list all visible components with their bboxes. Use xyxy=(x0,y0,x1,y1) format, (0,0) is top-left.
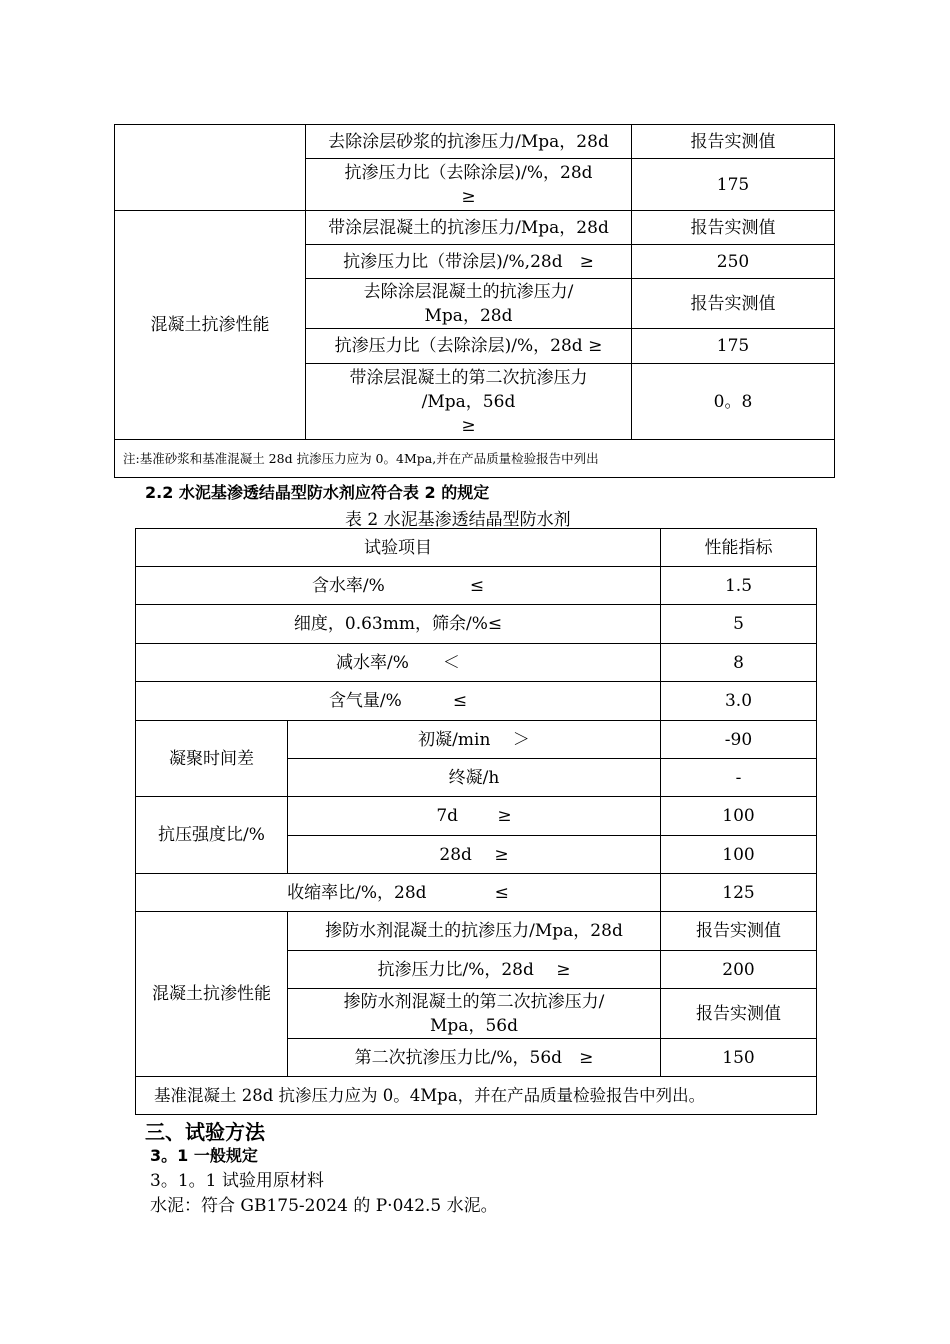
table2-value: 200 xyxy=(661,951,817,989)
table2-item: 收缩率比/%，28d ≤ xyxy=(136,874,661,912)
table-2 xyxy=(135,528,817,1115)
table2-impermeability-label: 混凝土抗渗性能 xyxy=(136,912,288,1077)
table2-value: 150 xyxy=(661,1039,817,1077)
table2-item: 减水率/% ＜ xyxy=(136,644,661,682)
paragraph-3-1-1: 3。1。1 试验用原材料 xyxy=(150,1171,324,1191)
table2-value: 5 xyxy=(661,605,817,644)
table2-note: 基准混凝土 28d 抗渗压力应为 0。4Mpa，并在产品质量检验报告中列出。 xyxy=(136,1077,817,1115)
table2-value: 报告实测值 xyxy=(661,989,817,1039)
table1-note: 注:基准砂浆和基准混凝土 28d 抗渗压力应为 0。4Mpa,并在产品质量检验报告中列出 xyxy=(115,440,835,478)
table2-caption: 表 2 水泥基渗透结晶型防水剂 xyxy=(345,510,571,530)
table1-item: 抗渗压力比（带涂层)/%,28d ≥ xyxy=(306,245,632,279)
table1-item: 去除涂层混凝土的抗渗压力/ Mpa，28d xyxy=(306,279,632,329)
table2-value: 1.5 xyxy=(661,567,817,605)
table2-value: 100 xyxy=(661,836,817,874)
paragraph-cement: 水泥：符合 GB175-2024 的 P·042.5 水泥。 xyxy=(150,1196,498,1216)
table2-value: 报告实测值 xyxy=(661,912,817,951)
table2-value: 8 xyxy=(661,644,817,682)
table2-value: 125 xyxy=(661,874,817,912)
table1-item: 带涂层混凝土的第二次抗渗压力 /Mpa，56d ≥ xyxy=(306,364,632,440)
table2-item: 第二次抗渗压力比/%，56d ≥ xyxy=(288,1039,661,1077)
section-2-2-heading: 2.2 水泥基渗透结晶型防水剂应符合表 2 的规定 xyxy=(145,483,490,502)
table1-value: 175 xyxy=(632,329,835,364)
table2-item: 含气量/% ≤ xyxy=(136,682,661,721)
table1-value: 175 xyxy=(632,159,835,211)
table1-item: 去除涂层砂浆的抗渗压力/Mpa，28d xyxy=(306,125,632,159)
table1-item: 带涂层混凝土的抗渗压力/Mpa，28d xyxy=(306,211,632,245)
table2-item: 抗渗压力比/%，28d ≥ xyxy=(288,951,661,989)
table2-item: 掺防水剂混凝土的第二次抗渗压力/ Mpa，56d xyxy=(288,989,661,1039)
table1-group1-label xyxy=(115,125,306,211)
table-1-continued xyxy=(114,124,835,478)
table1-value: 报告实测值 xyxy=(632,211,835,245)
table2-item: 终凝/h xyxy=(288,759,661,797)
table2-value: 100 xyxy=(661,797,817,836)
section-3-1-heading: 3。1 一般规定 xyxy=(150,1146,258,1165)
table1-value: 0。8 xyxy=(632,364,835,440)
table2-strength-label: 抗压强度比/% xyxy=(136,797,288,874)
table2-value: - xyxy=(661,759,817,797)
table2-item: 7d ≥ xyxy=(288,797,661,836)
table1-item: 抗渗压力比（去除涂层)/%，28d ≥ xyxy=(306,329,632,364)
table2-item: 细度，0.63mm，筛余/%≤ xyxy=(136,605,661,644)
table2-header-value: 性能指标 xyxy=(661,529,817,567)
table2-value: 3.0 xyxy=(661,682,817,721)
table2-setting-label: 凝聚时间差 xyxy=(136,721,288,797)
table1-group2-label: 混凝土抗渗性能 xyxy=(115,211,306,440)
table2-item: 初凝/min ＞ xyxy=(288,721,661,759)
table2-item: 28d ≥ xyxy=(288,836,661,874)
section-3-heading: 三、试验方法 xyxy=(145,1120,265,1144)
table1-value: 250 xyxy=(632,245,835,279)
table1-value: 报告实测值 xyxy=(632,125,835,159)
table1-value: 报告实测值 xyxy=(632,279,835,329)
table2-value: -90 xyxy=(661,721,817,759)
table2-item: 含水率/% ≤ xyxy=(136,567,661,605)
table2-item: 掺防水剂混凝土的抗渗压力/Mpa，28d xyxy=(288,912,661,951)
table1-item: 抗渗压力比（去除涂层)/%，28d ≥ xyxy=(306,159,632,211)
table2-header-item: 试验项目 xyxy=(136,529,661,567)
